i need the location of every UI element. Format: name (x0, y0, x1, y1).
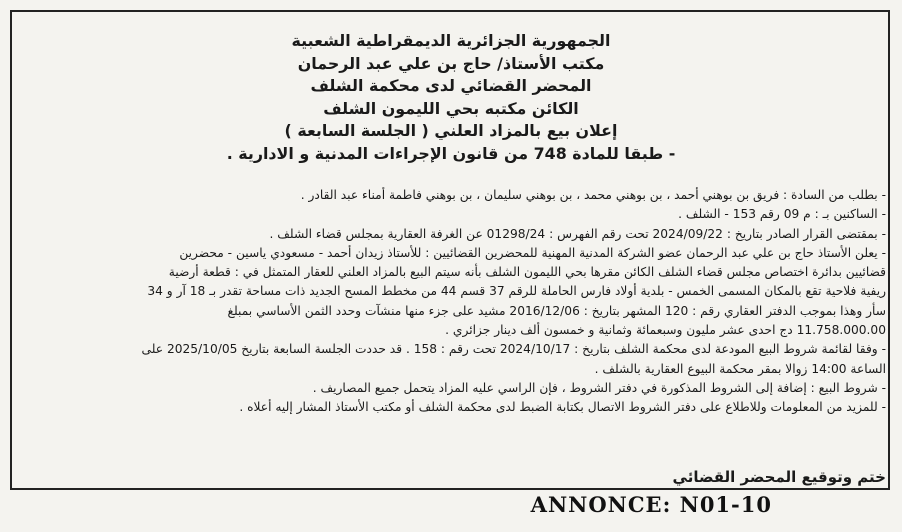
body-line-property: ريفية فلاحية تقع بالمكان المسمى الخمس - بلدية أولاد فارس الحاملة للرقم 37 قسم 44 من مخطط المسح الجديد ذات مساحة تقدر بـ 18 آر و 34 (147, 284, 886, 299)
body-line-contact: - للمزيد من المعلومات وللاطلاع على دفتر الشروط الاتصال بكتابة الضبط لدى محكمة الشلف أو مكتب الأستاذ المشار إليه أعلاه . (239, 400, 886, 415)
header-title: إعلان بيع بالمزاد العلني ( الجلسة السابعة ) (284, 121, 618, 140)
announcement-body (18, 186, 886, 418)
header-republic: الجمهورية الجزائرية الديمقراطية الشعبية (291, 31, 611, 50)
header-legal-article: - طبقا للمادة 748 من قانون الإجراءات المدنية و الادارية . (226, 143, 676, 163)
body-line-decision: - بمقتضى القرار الصادر بتاريخ : 2024/09/22 تحت رقم الفهرس : 01298/24 عن الغرفة العقارية بمجلس قضاء الشلف . (269, 226, 886, 241)
body-line-session-1: - وفقا لقائمة شروط البيع المودعة لدى محكمة الشلف بتاريخ : 2024/10/17 تحت رقم : 158 . قد حددت الجلسة السابعة بتاريخ 2025/10/05 على (141, 342, 886, 357)
header-address: الكائن مكتبه بحي الليمون الشلف (323, 98, 579, 118)
body-line-conditions: - شروط البيع : إضافة إلى الشروط المذكورة في دفتر الشروط ، فإن الراسي عليه المزاد يتحمل جميع المصاريف . (312, 380, 886, 395)
body-line-announce-1: - يعلن الأستاذ حاج بن علي عبد الرحمان عضو الشركة المدنية المهنية للمحضرين القضائيين : للأستاذ زيدان أحمد - مسعودي ياسين - محضرين (179, 245, 886, 260)
signature-line: ختم وتوقيع المحضر القضائي (672, 468, 886, 486)
body-line-announce-2: قضائيين بدائرة اختصاص مجلس قضاء الشلف الكائن مقرها بحي الليمون الشلف بأنه سيتم البيع بالمزاد العلني للعقار المتمثل في : قطعة أرضية (168, 265, 886, 280)
body-line-requesters: - بطلب من السادة : فريق بن بوهني أحمد ، بن بوهني محمد ، بن بوهني سليمان ، بن بوهني فاطمة أمناء عبد القادر . (300, 188, 886, 202)
body-line-residence: - الساكنين بـ : م 09 رقم 153 - الشلف . (678, 207, 886, 222)
announcement-header (0, 30, 902, 165)
annonce-number: ANNONCE: N01-10 (530, 492, 772, 517)
body-line-session-2: الساعة 14:00 زوالا بمقر محكمة البيوع العقارية بالشلف . (594, 361, 886, 376)
header-office: مكتب الأستاذ/ حاج بن علي عبد الرحمان (297, 53, 605, 73)
body-line-price: 11.758.000.00 دج احدى عشر مليون وسبعمائة وثمانية و خمسون ألف دينار جزائري . (445, 323, 886, 338)
header-bailiff: المحضر القضائي لدى محكمة الشلف (310, 76, 592, 95)
body-line-title-deed: سأر وهذا بموجب الدفتر العقاري رقم : 120 المشهر بتاريخ : 2016/12/06 مشيد على جزء منها منشآت وحدد الثمن الأساسي بمبلغ (227, 303, 886, 318)
